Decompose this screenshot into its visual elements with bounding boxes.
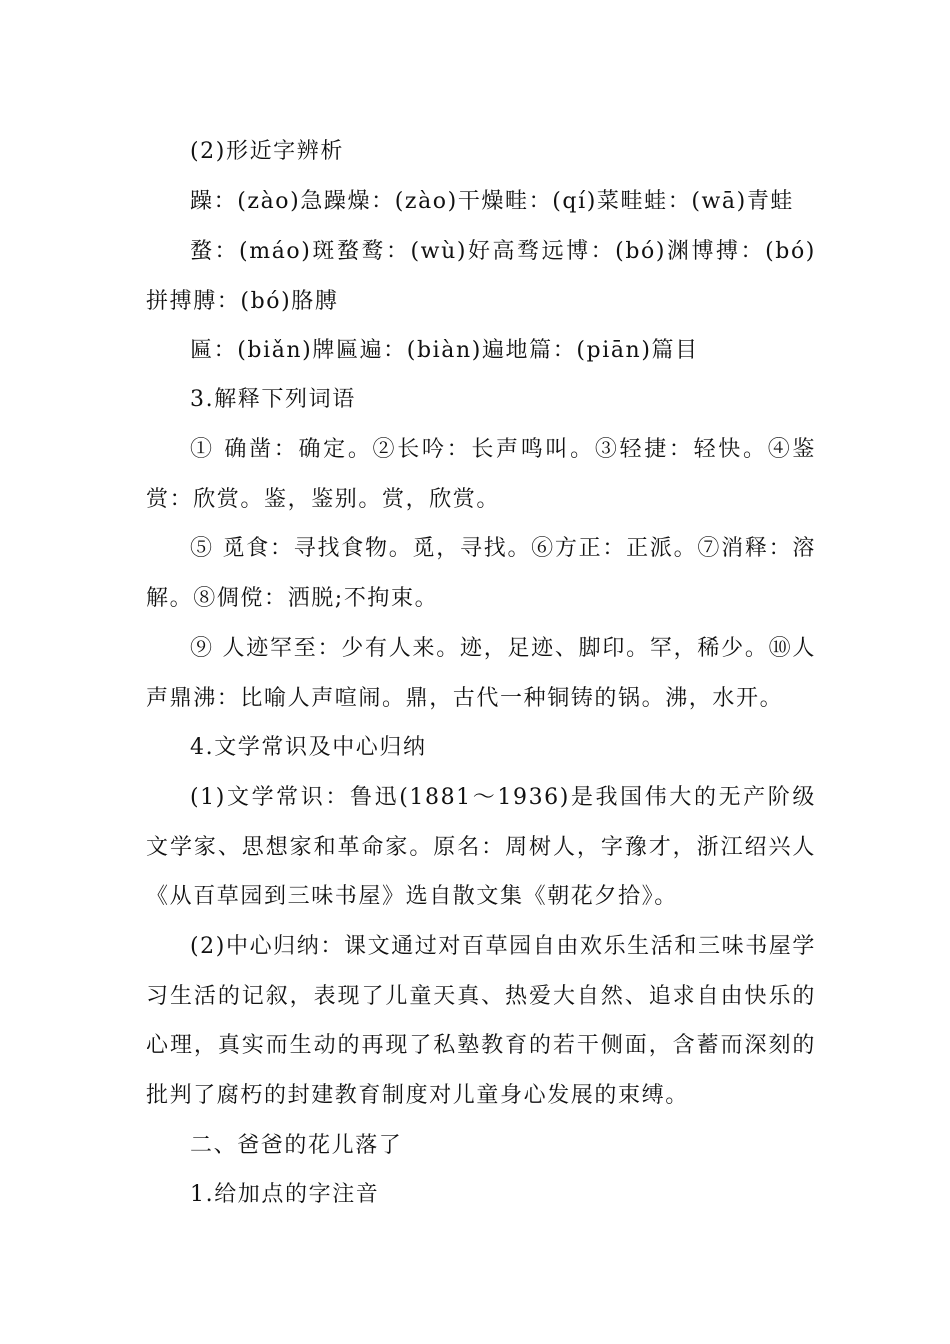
- heading-similar-characters: (2)形近字辨析: [190, 139, 344, 164]
- paragraph-literature-knowledge: (1)文学常识：鲁迅(1881～1936)是我国伟大的无产阶级文学家、思想家和革命家。原名：周树人，字豫才，浙江绍兴人《从百草园到三味书屋》选自散文集《朝花夕拾》。: [146, 785, 816, 909]
- paragraph-central-idea: (2)中心归纳：课文通过对百草园自由欢乐生活和三味书屋学习生活的记叙，表现了儿童天真、热爱大自然、追求自由快乐的心理，真实而生动的再现了私塾教育的若干侧面，含蓄而深刻的批判了腐朽的封建教育制度对儿童身心发展的束缚。: [146, 934, 816, 1108]
- paragraph-word-definitions-3: ⑨ 人迹罕至：少有人来。迹，足迹、脚印。罕，稀少。⑩人声鼎沸：比喻人声喧闹。鼎，古代一种铜铸的锅。沸，水开。: [146, 636, 816, 711]
- paragraph-word-definitions-1: ① 确凿：确定。②长吟：长声鸣叫。③轻捷：轻快。④鉴赏：欣赏。鉴，鉴别。赏，欣赏。: [146, 437, 816, 512]
- paragraph-similar-characters-3: 匾：(biǎn)牌匾遍：(biàn)遍地篇：(piān)篇目: [190, 338, 699, 363]
- heading-section-two: 二、爸爸的花儿落了: [190, 1133, 403, 1158]
- paragraph-similar-characters-2: 蝥：(máo)斑蝥鹜：(wù)好高骛远博：(bó)渊博搏：(bó)拼搏膊：(bó)胳膊: [146, 239, 816, 314]
- paragraph-similar-characters-1: 躁：(zào)急躁燥：(zào)干燥畦：(qí)菜畦蛙：(wā)青蛙: [190, 189, 795, 214]
- heading-literature-knowledge: 4.文学常识及中心归纳: [190, 735, 427, 760]
- paragraph-word-definitions-2: ⑤ 觅食：寻找食物。觅，寻找。⑥方正：正派。⑦消释：溶解。⑧倜傥：洒脱;不拘束。: [146, 536, 816, 611]
- heading-explain-words: 3.解释下列词语: [190, 387, 356, 412]
- heading-pronunciation: 1.给加点的字注音: [190, 1182, 380, 1207]
